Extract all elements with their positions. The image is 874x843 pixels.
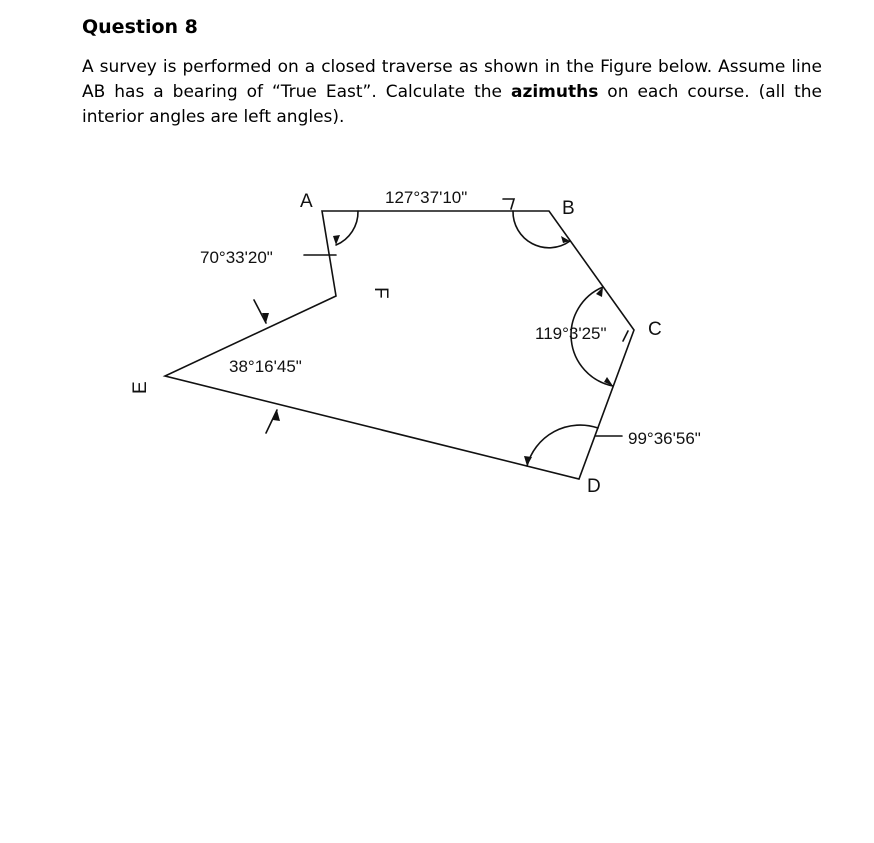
angle-label-d: 99°36'56" <box>628 429 701 448</box>
angle-label-e: 38°16'45" <box>229 357 302 376</box>
question-emphasis: azimuths <box>510 82 599 102</box>
point-label-f: F <box>370 287 391 299</box>
angle-label-b: 127°37'10" <box>385 188 468 207</box>
angle-arc-a <box>336 211 358 245</box>
tick-ef <box>254 300 266 323</box>
angle-arc-d <box>527 425 598 466</box>
point-label-b: B <box>562 198 575 219</box>
point-label-c: C <box>648 319 662 340</box>
point-label-e: E <box>130 381 151 394</box>
question-heading: Question 8 <box>82 16 198 38</box>
angle-label-c: 119°3'25" <box>535 324 607 343</box>
leader-b <box>503 199 514 209</box>
point-label-a: A <box>300 191 313 212</box>
leader-c <box>623 331 628 341</box>
point-label-d: D <box>587 476 601 497</box>
question-text-part-2: on each course. (all the interior angles are left angles). <box>82 82 822 127</box>
question-text-part-1: A survey is performed on a closed traverse as shown in the Figure below. Assume line AB has a bearing of “True East”. Calculate the <box>82 57 822 102</box>
tick-de <box>266 410 277 433</box>
angle-label-a: 70°33'20" <box>200 248 273 267</box>
